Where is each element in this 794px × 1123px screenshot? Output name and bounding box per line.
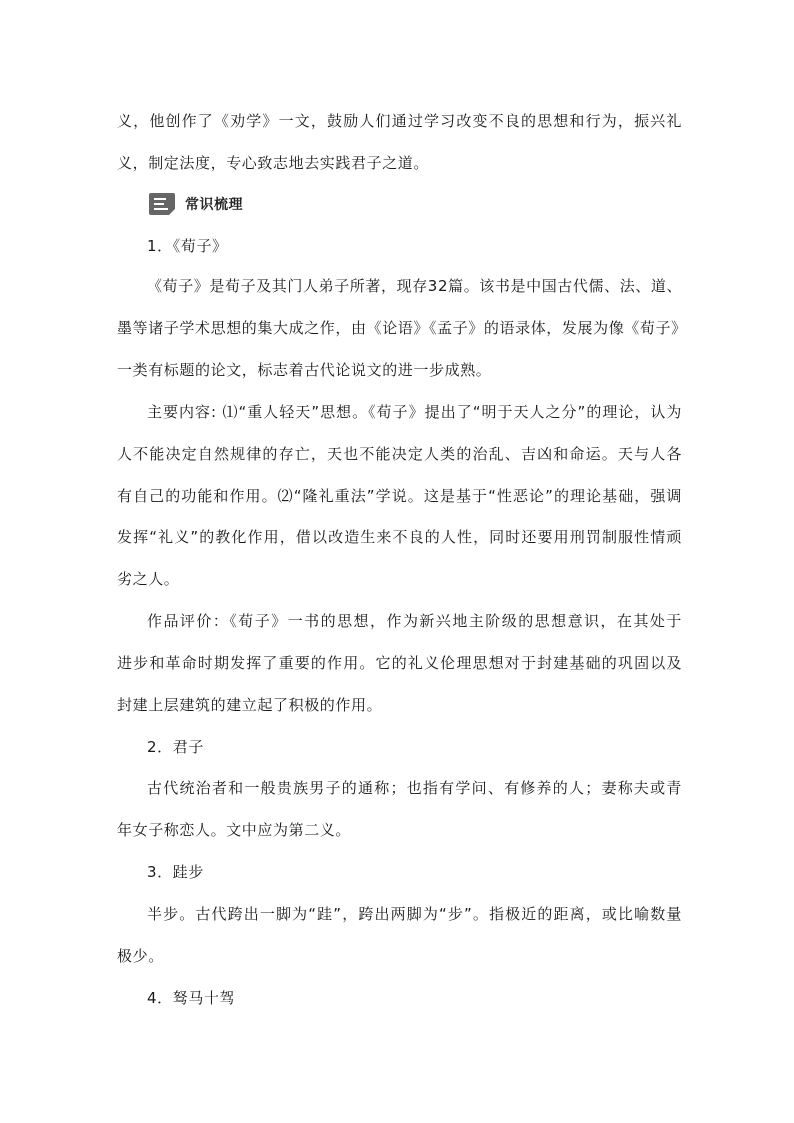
item-1-p3-line-1: 作品评价：《荀子》一书的思想，作为新兴地主阶级的思想意识，在其处于 xyxy=(147,612,682,630)
item-1-p3-line-2: 进步和革命时期发挥了重要的作用。它的礼义伦理思想对于封建基础的巩固以及 xyxy=(117,654,682,672)
item-1-heading: 1．《荀子》 xyxy=(147,237,228,255)
item-1-p2-line-3: 有自己的功能和作用。⑵“隆礼重法”学说。这是基于“性恶论”的理论基础，强调 xyxy=(117,487,682,505)
item-1-p2-line-4: 发挥“礼义”的教化作用，借以改造生来不良的人性，同时还要用刑罚制服性情顽 xyxy=(117,528,682,546)
item-3-p1-line-2: 极少。 xyxy=(117,947,164,965)
item-1-p1-line-2: 墨等诸子学术思想的集大成之作，由《论语》《孟子》的语录体，发展为像《荀子》 xyxy=(117,319,687,337)
intro-line-1: 义，他创作了《劝学》一文，鼓励人们通过学习改变不良的思想和行为，振兴礼 xyxy=(117,112,682,130)
section-title: 常识梳理 xyxy=(185,197,243,213)
item-1-p1-line-1: 《荀子》是荀子及其门人弟子所著，现存32篇。该书是中国古代儒、法、道、 xyxy=(147,277,683,295)
item-4-heading: 4．驽马十驾 xyxy=(147,989,236,1007)
list-icon xyxy=(149,193,175,215)
item-2-p1-line-2: 年女子称恋人。文中应为第二义。 xyxy=(117,821,352,839)
item-1-p1-line-3: 一类有标题的论文，标志着古代论说文的进一步成熟。 xyxy=(117,361,492,379)
section-heading xyxy=(149,193,243,215)
intro-line-2: 义，制定法度，专心致志地去实践君子之道。 xyxy=(117,154,430,172)
item-2-p1-line-1: 古代统治者和一般贵族男子的通称；也指有学问、有修养的人；妻称夫或青 xyxy=(147,779,682,797)
item-1-p2-line-1: 主要内容: ⑴“重人轻天”思想。《荀子》提出了“明于天人之分”的理论，认为 xyxy=(147,403,682,421)
item-3-heading: 3．跬步 xyxy=(147,863,204,881)
item-1-p3-line-3: 封建上层建筑的建立起了积极的作用。 xyxy=(117,696,383,714)
item-1-p2-line-5: 劣之人。 xyxy=(117,570,180,588)
item-1-p2-line-2: 人不能决定自然规律的存亡，天也不能决定人类的治乱、吉凶和命运。天与人各 xyxy=(117,445,682,463)
item-3-p1-line-1: 半步。古代跨出一脚为“跬”，跨出两脚为“步”。指极近的距离，或比喻数量 xyxy=(147,905,682,923)
item-2-heading: 2．君子 xyxy=(147,738,204,756)
